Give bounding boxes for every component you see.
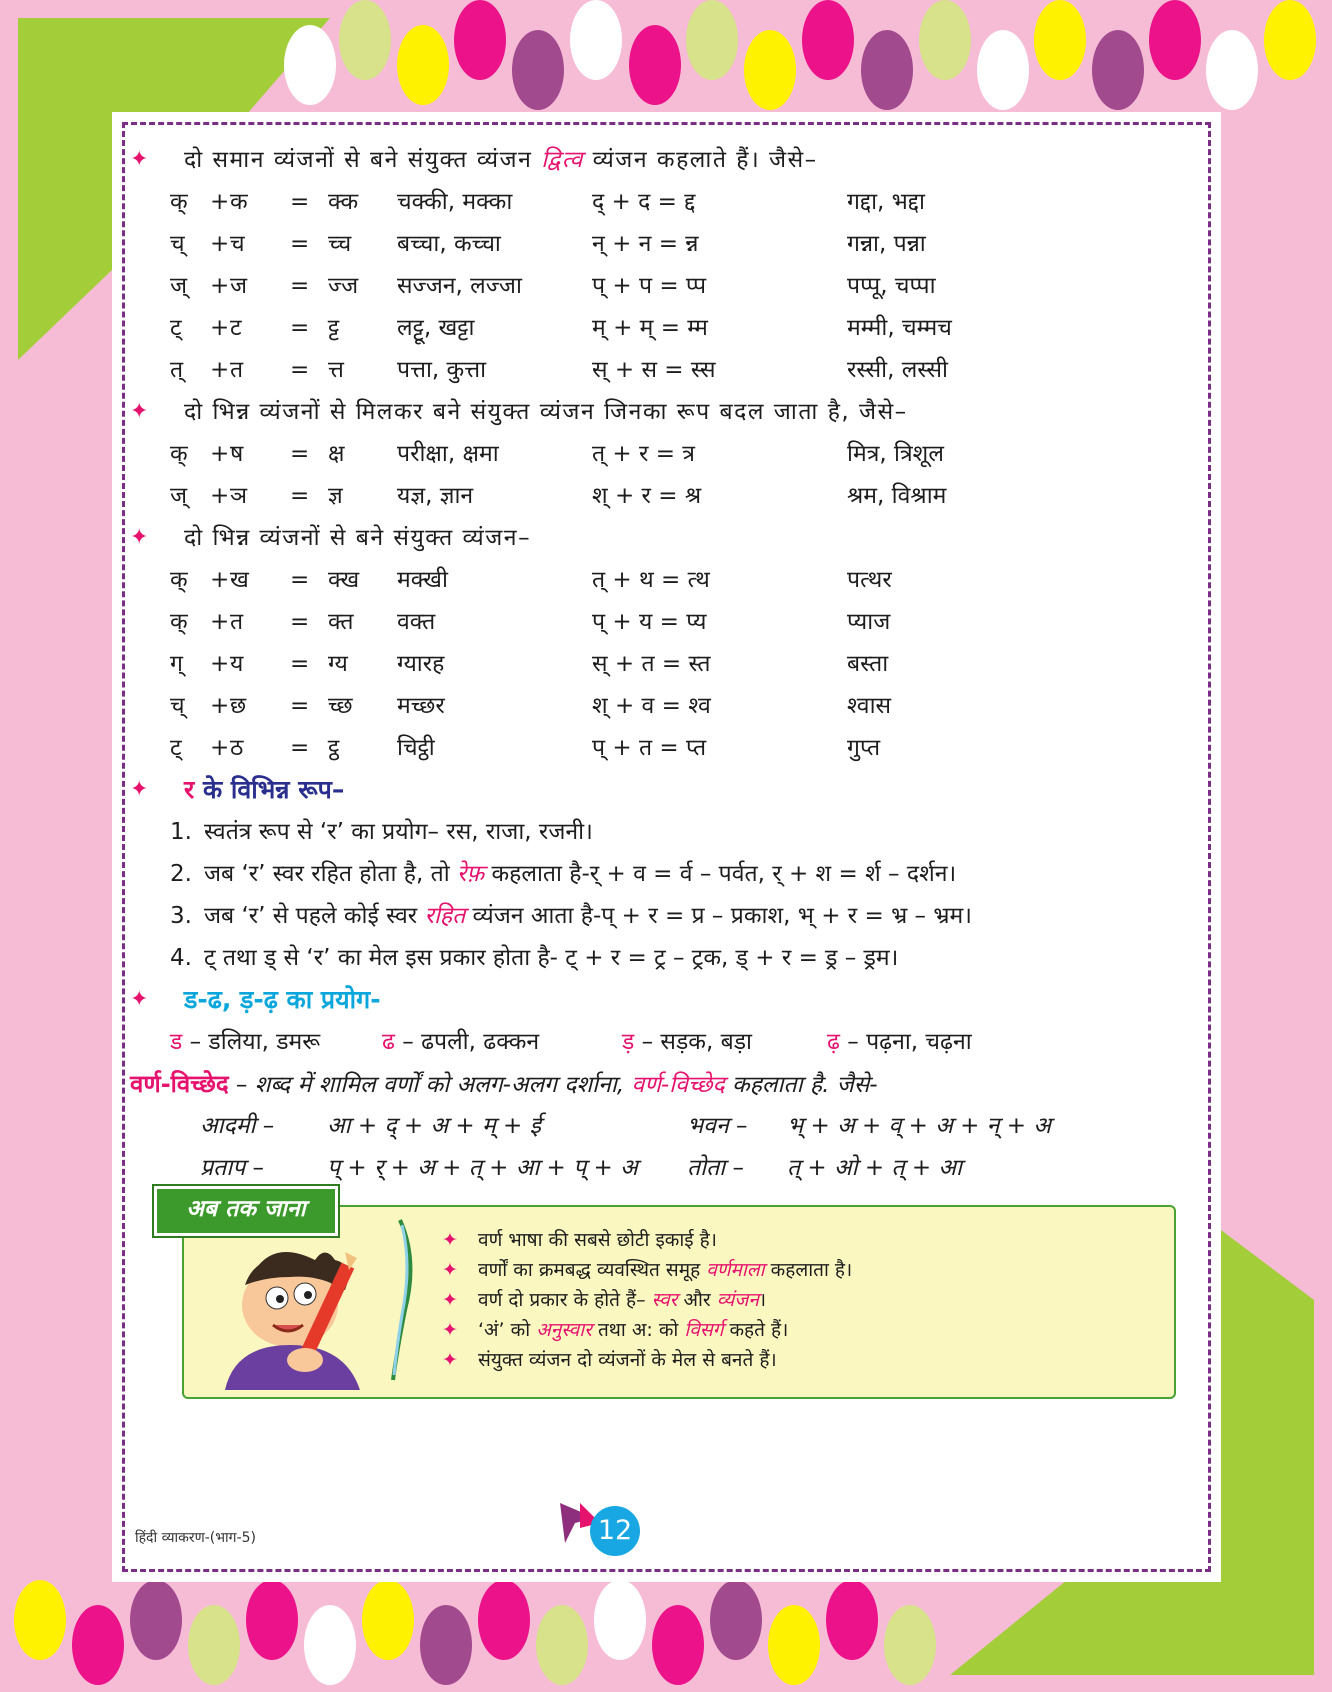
second-equation: स् + त = स्त bbox=[592, 651, 711, 677]
equals-sign: = bbox=[290, 567, 310, 593]
ra-list-item bbox=[170, 854, 1215, 894]
second-equation: श् + व = श्व bbox=[592, 693, 711, 719]
dadha-heading: ✦ ड-ढ, ड़-ढ़ का प्रयोग- bbox=[112, 980, 1212, 1020]
consonant-b: त bbox=[230, 609, 244, 635]
consonant-a: क् bbox=[170, 189, 188, 215]
second-equation: म् + म् = म्म bbox=[592, 315, 708, 341]
highlight-term: रेफ़ bbox=[457, 861, 485, 887]
example-word: प्रताप – bbox=[200, 1155, 265, 1181]
table-row bbox=[112, 728, 1212, 768]
consonant-a: च् bbox=[170, 231, 185, 257]
item-text: स्वतंत्र रूप से ‘र’ का प्रयोग– रस, राजा, रजनी। bbox=[203, 819, 593, 845]
highlight-term: रहित bbox=[424, 903, 466, 929]
summary-ribbon: अब तक जाना bbox=[154, 1186, 338, 1236]
consonant-a: क् bbox=[170, 609, 188, 635]
item-number: 1. bbox=[170, 819, 192, 845]
plus-sign: + bbox=[210, 315, 230, 341]
table-row bbox=[112, 560, 1212, 600]
dadha-example: ढ़ – पढ़ना, चढ़ना bbox=[827, 1029, 972, 1055]
second-example-words: प्याज bbox=[847, 609, 891, 635]
item-text: जब ‘र’ से पहले कोई स्वर रहित व्यंजन आता है-प् + र = प्र – प्रकाश, भ् + र = भ्र – भ्रम। bbox=[203, 903, 973, 929]
ra-list-item bbox=[170, 938, 1215, 978]
example-split: त् + ओ + त् + आ bbox=[787, 1155, 962, 1181]
equals-sign: = bbox=[290, 231, 310, 257]
boy-with-pencil-illustration bbox=[185, 1230, 385, 1390]
summary-item: ✦ संयुक्त व्यंजन दो व्यंजनों के मेल से बनते हैं। bbox=[478, 1346, 777, 1374]
example-words: परीक्षा, क्षमा bbox=[397, 441, 499, 467]
equals-sign: = bbox=[290, 315, 310, 341]
example-words: पत्ता, कुत्ता bbox=[397, 357, 487, 383]
varna-label: वर्ण-विच्छेद bbox=[130, 1070, 229, 1098]
table-row bbox=[112, 686, 1212, 726]
example-words: मच्छर bbox=[397, 693, 445, 719]
second-equation: त् + र = त्र bbox=[592, 441, 696, 467]
dadha-example: ढ – ढपली, ढक्कन bbox=[382, 1029, 540, 1055]
second-equation: प् + त = प्त bbox=[592, 735, 707, 761]
plus-sign: + bbox=[210, 651, 230, 677]
term-dvitva: द्वित्व bbox=[541, 147, 584, 173]
section3-heading: ✦ दो भिन्न व्यंजनों से बने संयुक्त व्यंजन– bbox=[112, 518, 1212, 558]
bullet-icon: ✦ bbox=[130, 777, 149, 802]
consonant-b: च bbox=[230, 231, 245, 257]
plus-sign: + bbox=[210, 609, 230, 635]
second-equation: न् + न = न्न bbox=[592, 231, 699, 257]
page-number: 12 bbox=[590, 1506, 640, 1556]
conjunct: त्त bbox=[328, 357, 344, 383]
equals-sign: = bbox=[290, 483, 310, 509]
example-word: आदमी – bbox=[200, 1113, 275, 1139]
section2-heading: ✦ दो भिन्न व्यंजनों से मिलकर बने संयुक्त व्यंजन जिनका रूप बदल जाता है, जैसे– bbox=[112, 392, 1212, 432]
summary-item: ✦ वर्ण दो प्रकार के होते हैं– स्वर और व्यंजन। bbox=[478, 1286, 766, 1314]
example-split: आ + द् + अ + म् + ई bbox=[327, 1113, 541, 1139]
example-words: यज्ञ, ज्ञान bbox=[397, 483, 474, 509]
conjunct: ट्ठ bbox=[328, 735, 340, 761]
bullet-icon: ✦ bbox=[130, 399, 149, 424]
consonant-b: छ bbox=[230, 693, 247, 719]
highlight-term: व्यंजन bbox=[716, 1289, 759, 1311]
dadha-example: ड – डलिया, डमरू bbox=[170, 1029, 321, 1055]
item-number: 3. bbox=[170, 903, 192, 929]
second-example-words: गद्दा, भद्दा bbox=[847, 189, 925, 215]
consonant-b: ष bbox=[230, 441, 244, 467]
second-example-words: गुप्त bbox=[847, 735, 881, 761]
plus-sign: + bbox=[210, 567, 230, 593]
plus-sign: + bbox=[210, 483, 230, 509]
consonant-b: ट bbox=[230, 315, 242, 341]
consonant-b: य bbox=[230, 651, 244, 677]
summary-item: ✦ वर्ण भाषा की सबसे छोटी इकाई है। bbox=[478, 1226, 717, 1254]
consonant-b: ख bbox=[230, 567, 249, 593]
table-row bbox=[112, 644, 1212, 684]
conjunct: ज्ञ bbox=[328, 483, 343, 509]
second-example-words: मम्मी, चम्मच bbox=[847, 315, 952, 341]
conjunct: ज्ज bbox=[328, 273, 359, 299]
equals-sign: = bbox=[290, 735, 310, 761]
bullet-icon: ✦ bbox=[442, 1349, 458, 1371]
ra-heading: ✦ र के विभिन्न रूप– bbox=[112, 770, 1212, 810]
second-example-words: पप्पू, चप्पा bbox=[847, 273, 936, 299]
consonant-b: क bbox=[230, 189, 248, 215]
second-example-words: श्रम, विश्राम bbox=[847, 483, 947, 509]
plus-sign: + bbox=[210, 735, 230, 761]
second-example-words: पत्थर bbox=[847, 567, 892, 593]
consonant-a: च् bbox=[170, 693, 185, 719]
example-words: वक्त bbox=[397, 609, 436, 635]
dadha-example: ड़ – सड़क, बड़ा bbox=[622, 1029, 752, 1055]
item-text: जब ‘र’ स्वर रहित होता है, तो रेफ़ कहलाता है-र् + व = र्व – पर्वत, र् + श = र्श – दर्शन। bbox=[203, 861, 957, 887]
example-words: बच्चा, कच्चा bbox=[397, 231, 501, 257]
second-example-words: श्वास bbox=[847, 693, 892, 719]
summary-item: ✦ ‘अं’ को अनुस्वार तथा अ: को विसर्ग कहते हैं। bbox=[478, 1316, 788, 1344]
dadha-examples-row bbox=[112, 1022, 1212, 1062]
equals-sign: = bbox=[290, 273, 310, 299]
second-example-words: मित्र, त्रिशूल bbox=[847, 441, 944, 467]
plus-sign: + bbox=[210, 357, 230, 383]
dadha-letter: ढ bbox=[382, 1029, 395, 1055]
second-example-words: बस्ता bbox=[847, 651, 889, 677]
varna-example-row bbox=[112, 1148, 1212, 1188]
second-equation: प् + प = प्प bbox=[592, 273, 707, 299]
consonant-a: क् bbox=[170, 441, 188, 467]
ra-list-item bbox=[170, 812, 1215, 852]
consonant-b: ज bbox=[230, 273, 248, 299]
second-example-words: गन्ना, पन्ना bbox=[847, 231, 926, 257]
bullet-icon: ✦ bbox=[130, 525, 149, 550]
conjunct: क्क bbox=[328, 189, 359, 215]
table-row bbox=[112, 476, 1212, 516]
item-text: ट् तथा ड् से ‘र’ का मेल इस प्रकार होता है- ट् + र = ट्र – ट्रक, ड् + र = ड्र – ड्रम। bbox=[203, 945, 899, 971]
example-split: प् + र् + अ + त् + आ + प् + अ bbox=[327, 1155, 638, 1181]
consonant-a: ज् bbox=[170, 273, 188, 299]
table-row bbox=[112, 182, 1212, 222]
table-row bbox=[112, 350, 1212, 390]
plus-sign: + bbox=[210, 231, 230, 257]
example-split: भ् + अ + व् + अ + न् + अ bbox=[787, 1113, 1051, 1139]
plus-sign: + bbox=[210, 189, 230, 215]
consonant-a: ट् bbox=[170, 315, 182, 341]
table-row bbox=[112, 434, 1212, 474]
varna-definition: वर्ण-विच्छेद – शब्द में शामिल वर्णों को अलग-अलग दर्शाना, वर्ण-विच्छेद कहलाता है. जैसे- bbox=[130, 1070, 878, 1098]
second-example-words: रस्सी, लस्सी bbox=[847, 357, 948, 383]
example-words: चक्की, मक्का bbox=[397, 189, 513, 215]
example-word: भवन – bbox=[687, 1113, 748, 1139]
consonant-a: क् bbox=[170, 567, 188, 593]
plus-sign: + bbox=[210, 693, 230, 719]
conjunct: च्च bbox=[328, 231, 352, 257]
second-equation: स् + स = स्स bbox=[592, 357, 716, 383]
consonant-b: त bbox=[230, 357, 244, 383]
book-title-footer: हिंदी व्याकरण-(भाग-5) bbox=[135, 1530, 256, 1546]
feather-decoration-icon bbox=[380, 1215, 420, 1385]
conjunct: क्ख bbox=[328, 567, 360, 593]
conjunct: ट्ट bbox=[328, 315, 340, 341]
consonant-a: ट् bbox=[170, 735, 182, 761]
equals-sign: = bbox=[290, 189, 310, 215]
example-words: चिट्ठी bbox=[397, 735, 435, 761]
bullet-icon: ✦ bbox=[442, 1289, 458, 1311]
highlight-term: वर्णमाला bbox=[706, 1259, 765, 1281]
second-equation: श् + र = श्र bbox=[592, 483, 702, 509]
conjunct: ग्य bbox=[328, 651, 348, 677]
example-words: लट्टू, खट्टा bbox=[397, 315, 475, 341]
bullet-icon: ✦ bbox=[130, 147, 149, 172]
second-equation: द् + द = द्द bbox=[592, 189, 696, 215]
bullet-icon: ✦ bbox=[442, 1229, 458, 1251]
conjunct: क्ष bbox=[328, 441, 345, 467]
bullet-icon: ✦ bbox=[130, 987, 149, 1012]
equals-sign: = bbox=[290, 357, 310, 383]
consonant-a: ग् bbox=[170, 651, 183, 677]
equals-sign: = bbox=[290, 441, 310, 467]
dadha-letter: ड़ bbox=[622, 1029, 635, 1055]
bullet-icon: ✦ bbox=[442, 1319, 458, 1341]
example-words: मक्खी bbox=[397, 567, 448, 593]
table-row bbox=[112, 224, 1212, 264]
varna-example-row bbox=[112, 1106, 1212, 1146]
plus-sign: + bbox=[210, 273, 230, 299]
table-row bbox=[112, 602, 1212, 642]
consonant-b: ञ bbox=[230, 483, 248, 509]
second-equation: त् + थ = त्थ bbox=[592, 567, 710, 593]
item-number: 2. bbox=[170, 861, 192, 887]
plus-sign: + bbox=[210, 441, 230, 467]
example-words: सज्जन, लज्जा bbox=[397, 273, 522, 299]
example-words: ग्यारह bbox=[397, 651, 445, 677]
equals-sign: = bbox=[290, 693, 310, 719]
second-equation: प् + य = प्य bbox=[592, 609, 707, 635]
equals-sign: = bbox=[290, 651, 310, 677]
section1-heading: ✦ दो समान व्यंजनों से बने संयुक्त व्यंजन द्वित्व व्यंजन कहलाते हैं। जैसे– bbox=[112, 140, 1212, 180]
highlight-term: स्वर bbox=[651, 1289, 678, 1311]
varna-term: वर्ण-विच्छेद bbox=[631, 1072, 725, 1098]
equals-sign: = bbox=[290, 609, 310, 635]
bullet-icon: ✦ bbox=[442, 1259, 458, 1281]
conjunct: क्त bbox=[328, 609, 354, 635]
consonant-b: ठ bbox=[230, 735, 244, 761]
highlight-term: विसर्ग bbox=[684, 1319, 724, 1341]
item-number: 4. bbox=[170, 945, 192, 971]
consonant-a: त् bbox=[170, 357, 184, 383]
table-row bbox=[112, 266, 1212, 306]
conjunct: च्छ bbox=[328, 693, 353, 719]
dadha-letter: ढ़ bbox=[827, 1029, 840, 1055]
summary-item: ✦ वर्णों का क्रमबद्ध व्यवस्थित समूह वर्णमाला कहलाता है। bbox=[478, 1256, 852, 1284]
consonant-a: ज् bbox=[170, 483, 188, 509]
dadha-letter: ड bbox=[170, 1029, 183, 1055]
highlight-term: अनुस्वार bbox=[536, 1319, 592, 1341]
ra-list-item bbox=[170, 896, 1215, 936]
table-row bbox=[112, 308, 1212, 348]
example-word: तोता – bbox=[687, 1155, 744, 1181]
